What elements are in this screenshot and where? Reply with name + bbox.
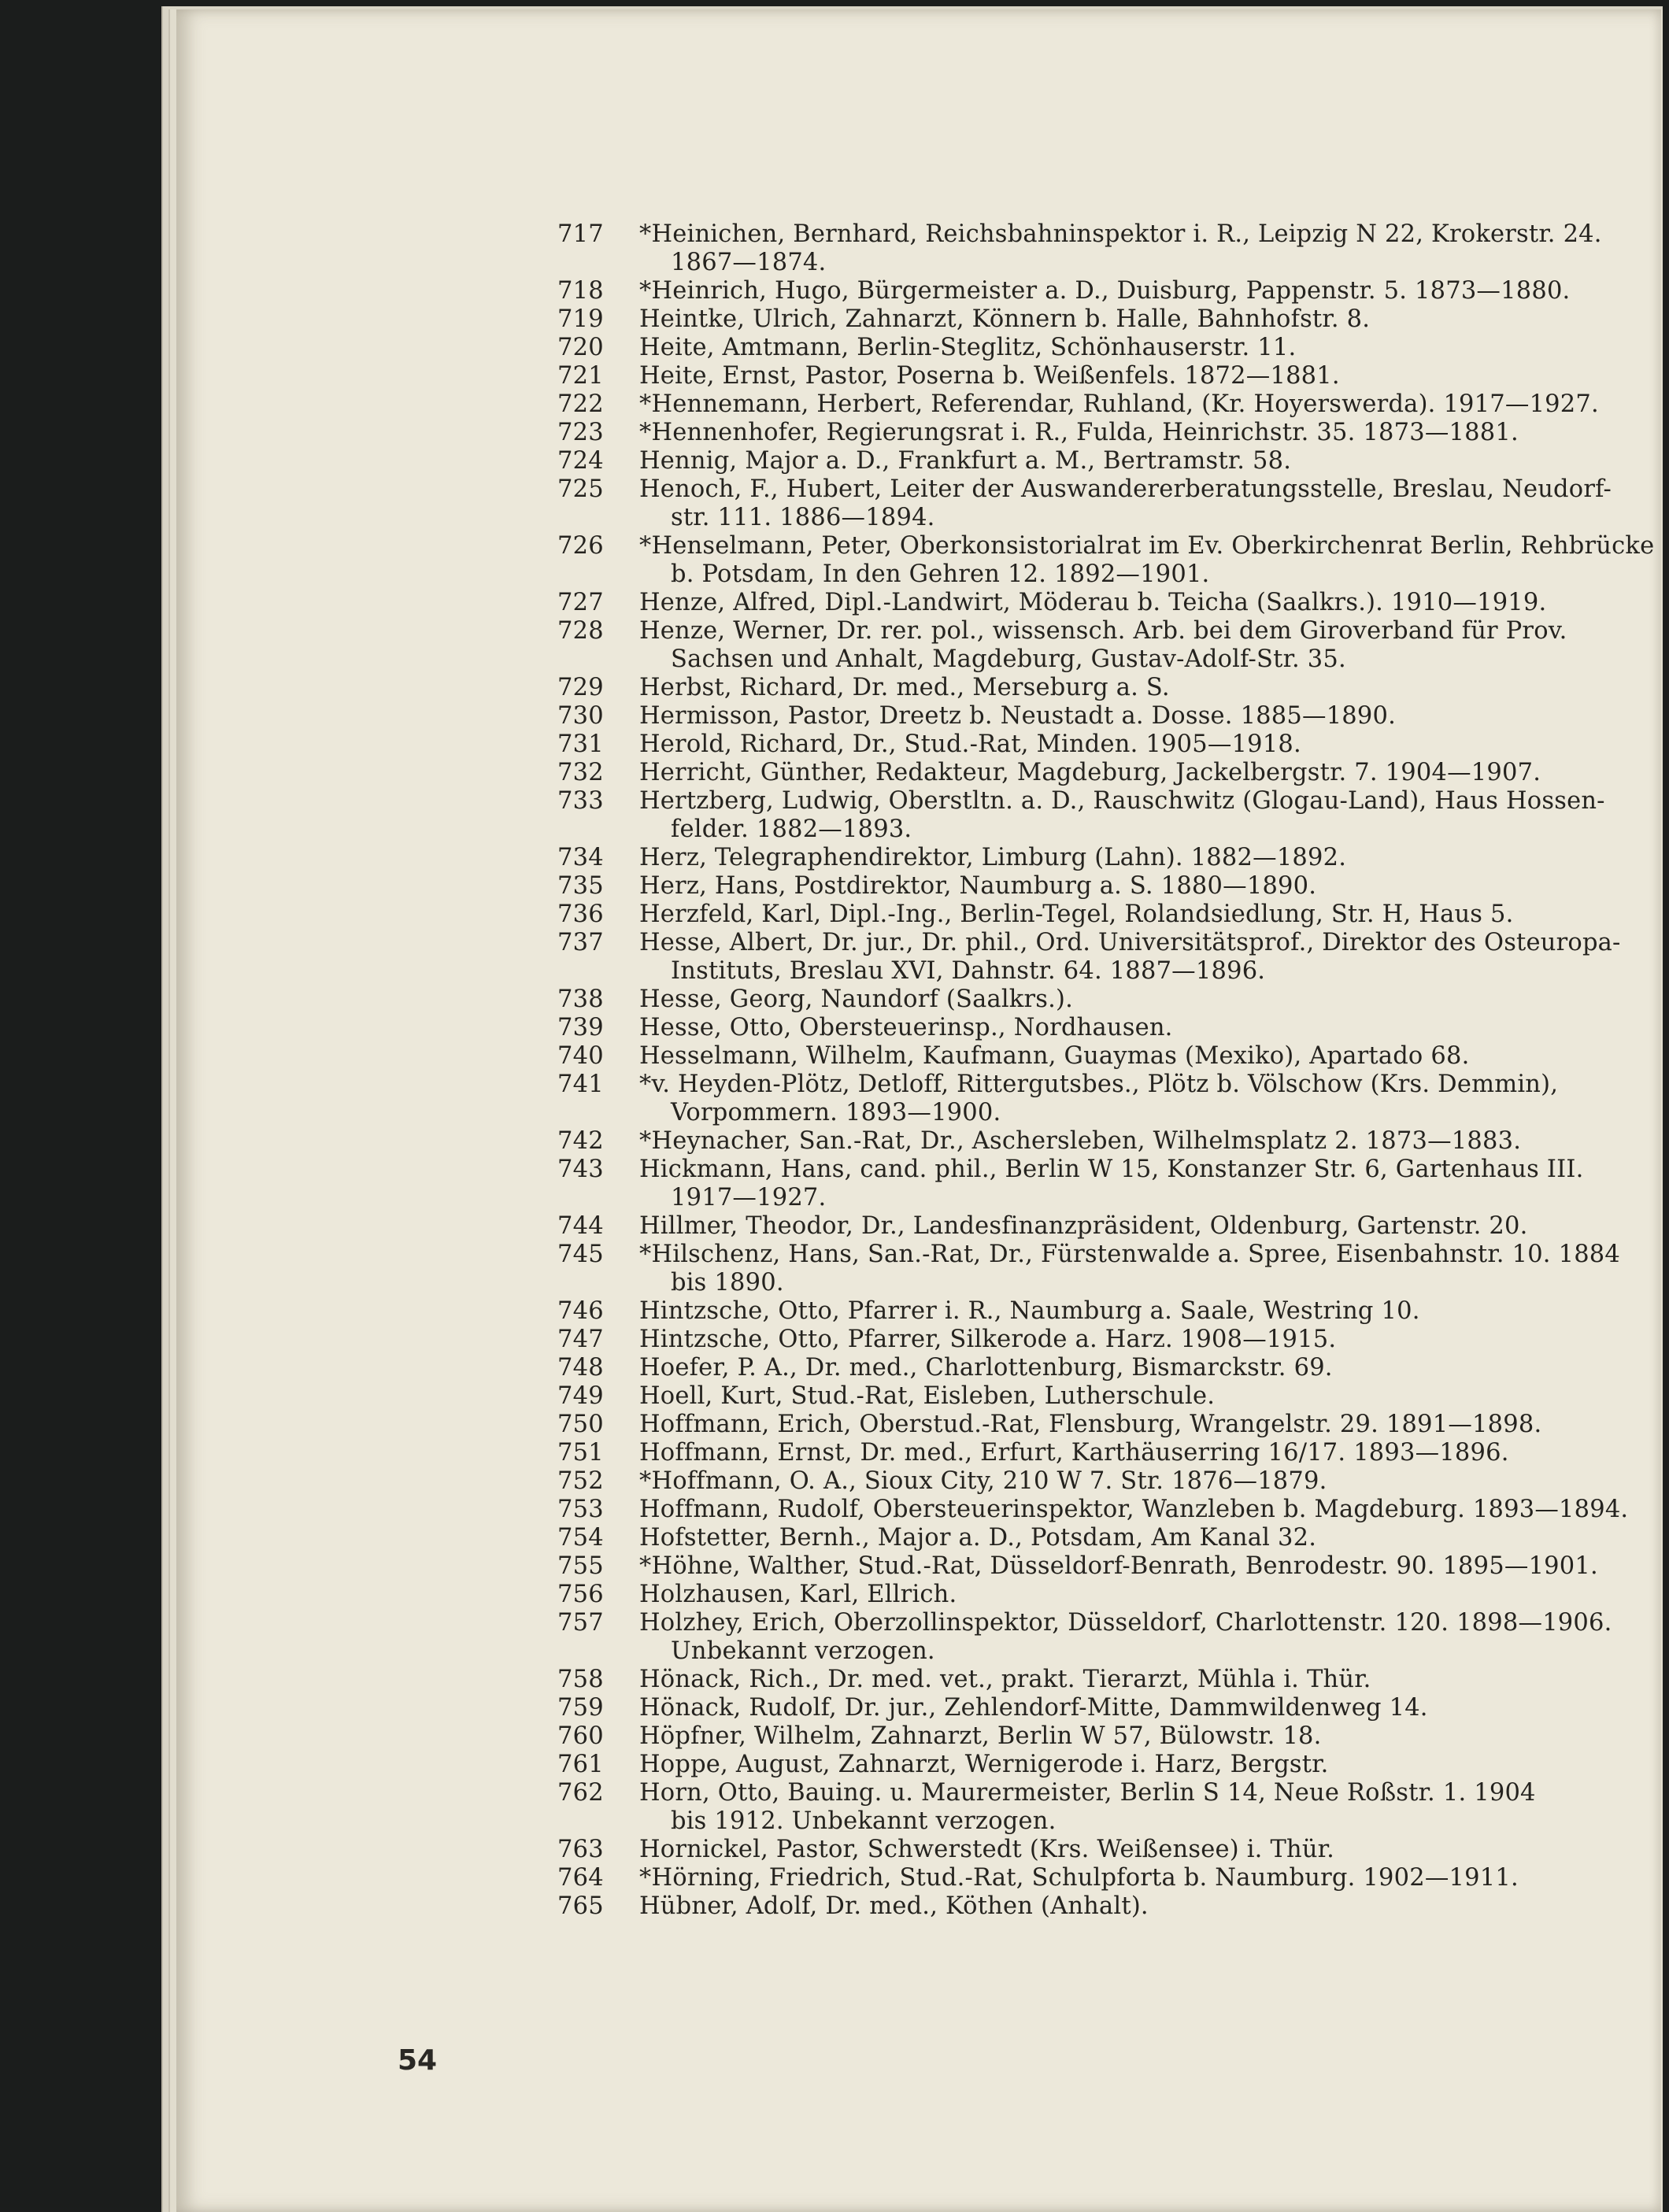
list-entry (557, 1127, 1669, 1156)
list-entry (557, 1666, 1669, 1694)
entry-number: 728 (557, 617, 604, 645)
entry-text: *Heinrich, Hugo, Bürgermeister a. D., Duisburg, Pappenstr. 5. 1873—1880. (639, 277, 1571, 305)
entry-continuation: str. 111. 1886—1894. (671, 504, 935, 531)
entry-number: 760 (557, 1722, 604, 1750)
entry-text: Hesselmann, Wilhelm, Kaufmann, Guaymas (Mexiko), Apartado 68. (639, 1042, 1470, 1070)
entry-number: 734 (557, 844, 604, 871)
entry-number: 758 (557, 1666, 604, 1693)
entry-number: 745 (557, 1241, 604, 1268)
entry-number: 723 (557, 419, 604, 446)
entry-text: *Höhne, Walther, Stud.-Rat, Düsseldorf-Benrath, Benrodestr. 90. 1895—1901. (639, 1552, 1598, 1580)
entry-text: *Heinichen, Bernhard, Reichsbahninspektor i. R., Leipzig N 22, Krokerstr. 24. (639, 220, 1602, 248)
list-entry (557, 447, 1669, 475)
entry-text: Hofstetter, Bernh., Major a. D., Potsdam, Am Kanal 32. (639, 1524, 1317, 1552)
entry-text: *Hörning, Friedrich, Stud.-Rat, Schulpforta b. Naumburg. 1902—1911. (639, 1864, 1519, 1892)
entry-number: 735 (557, 872, 604, 900)
list-entry (557, 1212, 1669, 1241)
entry-text: *Hennenhofer, Regierungsrat i. R., Fulda, Heinrichstr. 35. 1873—1881. (639, 419, 1519, 446)
entry-number: 751 (557, 1439, 604, 1467)
entry-text: *Hilschenz, Hans, San.-Rat, Dr., Fürstenwalde a. Spree, Eisenbahnstr. 10. 1884 (639, 1241, 1621, 1268)
list-entry (557, 1892, 1669, 1921)
list-entry (557, 702, 1669, 731)
list-entry (557, 1779, 1669, 1836)
entry-number: 761 (557, 1751, 604, 1778)
entry-number: 752 (557, 1467, 604, 1495)
entry-text: Hennig, Major a. D., Frankfurt a. M., Bertramstr. 58. (639, 447, 1292, 475)
list-entry (557, 929, 1669, 986)
entry-text: Hönack, Rudolf, Dr. jur., Zehlendorf-Mitte, Dammwildenweg 14. (639, 1694, 1428, 1722)
list-entry (557, 759, 1669, 787)
entry-continuation: b. Potsdam, In den Gehren 12. 1892—1901. (671, 560, 1210, 588)
entry-number: 737 (557, 929, 604, 956)
entry-number: 740 (557, 1042, 604, 1070)
entry-text: Heite, Amtmann, Berlin-Steglitz, Schönhauserstr. 11. (639, 334, 1297, 361)
entry-number: 732 (557, 759, 604, 786)
entry-number: 727 (557, 589, 604, 616)
entry-number: 759 (557, 1694, 604, 1722)
entry-number: 720 (557, 334, 604, 361)
list-entry (557, 1751, 1669, 1779)
member-list (557, 220, 1669, 1921)
entry-number: 755 (557, 1552, 604, 1580)
list-entry (557, 1524, 1669, 1552)
list-entry (557, 1496, 1669, 1524)
list-entry (557, 1722, 1669, 1751)
entry-text: *Hennemann, Herbert, Referendar, Ruhland, (Kr. Hoyerswerda). 1917—1927. (639, 390, 1599, 418)
list-entry (557, 334, 1669, 362)
list-entry (557, 731, 1669, 759)
list-entry (557, 220, 1669, 277)
entry-text: Heite, Ernst, Pastor, Poserna b. Weißenfels. 1872—1881. (639, 362, 1340, 390)
entry-text: Hoefer, P. A., Dr. med., Charlottenburg, Bismarckstr. 69. (639, 1354, 1333, 1382)
entry-text: Hesse, Albert, Dr. jur., Dr. phil., Ord. Universitätsprof., Direktor des Osteuropa- (639, 929, 1621, 956)
entry-number: 764 (557, 1864, 604, 1892)
entry-text: Horn, Otto, Bauing. u. Maurermeister, Berlin S 14, Neue Roßstr. 1. 1904 (639, 1779, 1536, 1807)
entry-number: 721 (557, 362, 604, 390)
entry-continuation: 1867—1874. (671, 249, 827, 276)
list-entry (557, 787, 1669, 844)
list-entry (557, 986, 1669, 1014)
entry-number: 717 (557, 220, 604, 248)
entry-number: 739 (557, 1014, 604, 1041)
entry-number: 765 (557, 1892, 604, 1920)
list-entry (557, 1156, 1669, 1212)
list-entry (557, 674, 1669, 702)
entry-text: Herz, Telegraphendirektor, Limburg (Lahn). 1882—1892. (639, 844, 1347, 871)
entry-text: Hoell, Kurt, Stud.-Rat, Eisleben, Lutherschule. (639, 1382, 1216, 1410)
entry-text: Herbst, Richard, Dr. med., Merseburg a. S. (639, 674, 1170, 701)
entry-text: Heintke, Ulrich, Zahnarzt, Könnern b. Halle, Bahnhofstr. 8. (639, 305, 1371, 333)
entry-text: Hesse, Georg, Naundorf (Saalkrs.). (639, 986, 1073, 1013)
entry-number: 741 (557, 1071, 604, 1098)
list-entry (557, 589, 1669, 617)
entry-text: *Hoffmann, O. A., Sioux City, 210 W 7. Str. 1876—1879. (639, 1467, 1327, 1495)
list-entry (557, 1694, 1669, 1722)
list-entry (557, 475, 1669, 532)
list-entry (557, 1836, 1669, 1864)
list-entry (557, 844, 1669, 872)
entry-number: 736 (557, 901, 604, 928)
book-page (176, 9, 1661, 2212)
entry-continuation: felder. 1882—1893. (671, 816, 912, 843)
entry-text: Hoffmann, Rudolf, Obersteuerinspektor, Wanzleben b. Magdeburg. 1893—1894. (639, 1496, 1629, 1523)
entry-continuation: bis 1890. (671, 1269, 784, 1296)
entry-number: 733 (557, 787, 604, 815)
entry-text: Hintzsche, Otto, Pfarrer i. R., Naumburg a. Saale, Westring 10. (639, 1297, 1420, 1325)
list-entry (557, 1609, 1669, 1666)
list-entry (557, 872, 1669, 901)
list-entry (557, 362, 1669, 390)
entry-number: 763 (557, 1836, 604, 1863)
entry-number: 754 (557, 1524, 604, 1552)
entry-text: Herz, Hans, Postdirektor, Naumburg a. S. 1880—1890. (639, 872, 1317, 900)
entry-text: Hoppe, August, Zahnarzt, Wernigerode i. Harz, Bergstr. (639, 1751, 1329, 1778)
entry-number: 722 (557, 390, 604, 418)
entry-text: Hübner, Adolf, Dr. med., Köthen (Anhalt). (639, 1892, 1149, 1920)
entry-text: Henze, Werner, Dr. rer. pol., wissensch. Arb. bei dem Giroverband für Prov. (639, 617, 1567, 645)
entry-text: Herold, Richard, Dr., Stud.-Rat, Minden. 1905—1918. (639, 731, 1301, 758)
entry-continuation: 1917—1927. (671, 1184, 827, 1211)
list-entry (557, 1581, 1669, 1609)
entry-text: *v. Heyden-Plötz, Detloff, Rittergutsbes., Plötz b. Völschow (Krs. Demmin), (639, 1071, 1559, 1098)
entry-text: Henze, Alfred, Dipl.-Landwirt, Möderau b. Teicha (Saalkrs.). 1910—1919. (639, 589, 1547, 616)
entry-continuation: Vorpommern. 1893—1900. (671, 1099, 1001, 1126)
entry-text: Hickmann, Hans, cand. phil., Berlin W 15, Konstanzer Str. 6, Gartenhaus III. (639, 1156, 1584, 1183)
list-entry (557, 390, 1669, 419)
entry-text: Höpfner, Wilhelm, Zahnarzt, Berlin W 57, Bülowstr. 18. (639, 1722, 1322, 1750)
entry-number: 744 (557, 1212, 604, 1240)
entry-text: *Henselmann, Peter, Oberkonsistorialrat im Ev. Oberkirchenrat Berlin, Rehbrücke (639, 532, 1655, 560)
list-entry (557, 901, 1669, 929)
entry-text: Hillmer, Theodor, Dr., Landesfinanzpräsident, Oldenburg, Gartenstr. 20. (639, 1212, 1528, 1240)
entry-number: 742 (557, 1127, 604, 1155)
entry-number: 756 (557, 1581, 604, 1608)
entry-number: 743 (557, 1156, 604, 1183)
entry-text: Hermisson, Pastor, Dreetz b. Neustadt a. Dosse. 1885—1890. (639, 702, 1397, 730)
list-entry (557, 277, 1669, 305)
entry-number: 757 (557, 1609, 604, 1637)
list-entry (557, 532, 1669, 589)
entry-text: Hesse, Otto, Obersteuerinsp., Nordhausen. (639, 1014, 1173, 1041)
entry-continuation: Sachsen und Anhalt, Magdeburg, Gustav-Adolf-Str. 35. (671, 645, 1346, 673)
list-entry (557, 1864, 1669, 1892)
entry-text: Hintzsche, Otto, Pfarrer, Silkerode a. Harz. 1908—1915. (639, 1326, 1337, 1353)
entry-text: Hoffmann, Ernst, Dr. med., Erfurt, Karthäuserring 16/17. 1893—1896. (639, 1439, 1509, 1467)
entry-text: Hönack, Rich., Dr. med. vet., prakt. Tierarzt, Mühla i. Thür. (639, 1666, 1371, 1693)
list-entry (557, 1354, 1669, 1382)
entry-number: 724 (557, 447, 604, 475)
entry-number: 749 (557, 1382, 604, 1410)
entry-number: 729 (557, 674, 604, 701)
entry-number: 748 (557, 1354, 604, 1382)
entry-text: Herzfeld, Karl, Dipl.-Ing., Berlin-Tegel, Rolandsiedlung, Str. H, Haus 5. (639, 901, 1514, 928)
list-entry (557, 1439, 1669, 1467)
entry-number: 753 (557, 1496, 604, 1523)
list-entry (557, 617, 1669, 674)
entry-number: 719 (557, 305, 604, 333)
list-entry (557, 1326, 1669, 1354)
entry-text: Hertzberg, Ludwig, Oberstltn. a. D., Rauschwitz (Glogau-Land), Haus Hossen- (639, 787, 1605, 815)
entry-number: 726 (557, 532, 604, 560)
entry-text: Hoffmann, Erich, Oberstud.-Rat, Flensburg, Wrangelstr. 29. 1891—1898. (639, 1411, 1542, 1438)
entry-continuation: Unbekannt verzogen. (671, 1637, 935, 1665)
entry-number: 718 (557, 277, 604, 305)
entry-number: 762 (557, 1779, 604, 1807)
list-entry (557, 1241, 1669, 1297)
list-entry (557, 419, 1669, 447)
entry-number: 738 (557, 986, 604, 1013)
entry-text: Holzhausen, Karl, Ellrich. (639, 1581, 957, 1608)
entry-number: 747 (557, 1326, 604, 1353)
list-entry (557, 305, 1669, 334)
entry-text: Herricht, Günther, Redakteur, Magdeburg, Jackelbergstr. 7. 1904—1907. (639, 759, 1541, 786)
list-entry (557, 1297, 1669, 1326)
entry-text: *Heynacher, San.-Rat, Dr., Aschersleben, Wilhelmsplatz 2. 1873—1883. (639, 1127, 1522, 1155)
entry-text: Holzhey, Erich, Oberzollinspektor, Düsseldorf, Charlottenstr. 120. 1898—1906. (639, 1609, 1612, 1637)
list-entry (557, 1467, 1669, 1496)
list-entry (557, 1552, 1669, 1581)
entry-number: 730 (557, 702, 604, 730)
entry-number: 731 (557, 731, 604, 758)
list-entry (557, 1071, 1669, 1127)
entry-continuation: bis 1912. Unbekannt verzogen. (671, 1807, 1057, 1835)
entry-number: 750 (557, 1411, 604, 1438)
entry-number: 725 (557, 475, 604, 503)
entry-text: Hornickel, Pastor, Schwerstedt (Krs. Weißensee) i. Thür. (639, 1836, 1334, 1863)
list-entry (557, 1411, 1669, 1439)
entry-text: Henoch, F., Hubert, Leiter der Auswandererberatungsstelle, Breslau, Neudorf- (639, 475, 1612, 503)
page-number: 54 (398, 2044, 438, 2077)
list-entry (557, 1014, 1669, 1042)
entry-continuation: Instituts, Breslau XVI, Dahnstr. 64. 1887—1896. (671, 957, 1266, 985)
list-entry (557, 1042, 1669, 1071)
entry-number: 746 (557, 1297, 604, 1325)
list-entry (557, 1382, 1669, 1411)
